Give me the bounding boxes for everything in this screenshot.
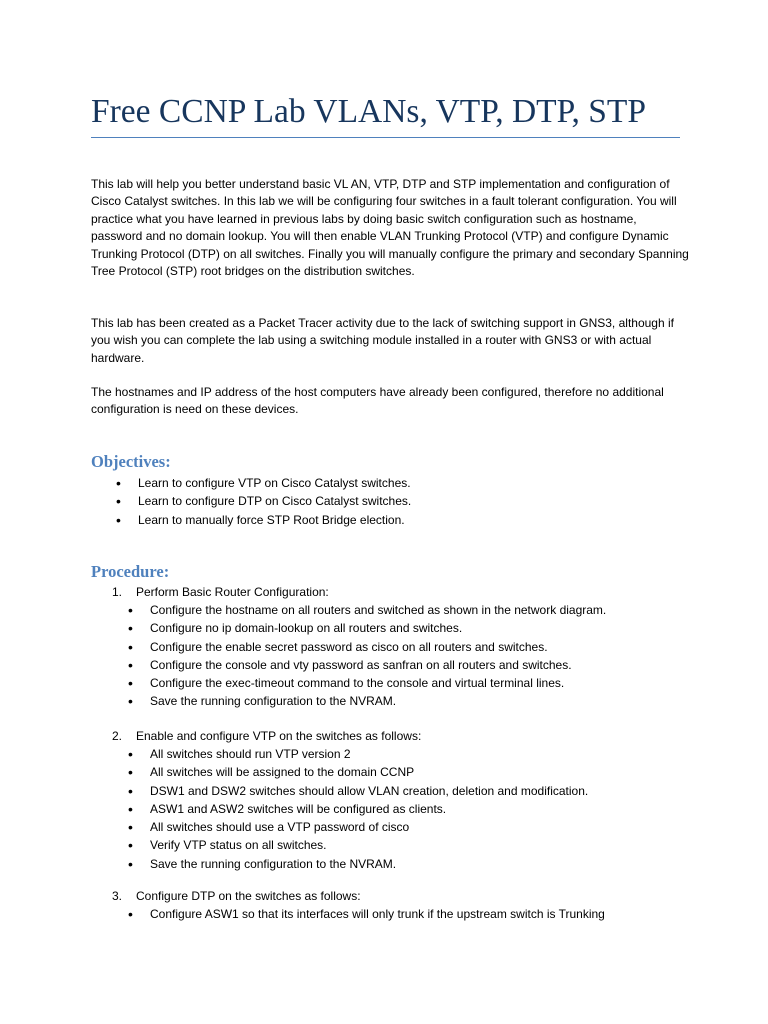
- objective-item: • Learn to configure DTP on Cisco Catalyst switches.: [116, 492, 411, 510]
- list-item: • Configure the enable secret password as cisco on all routers and switches.: [128, 638, 708, 656]
- list-item: • Verify VTP status on all switches.: [128, 836, 708, 854]
- procedure-step-1: [112, 583, 692, 711]
- step-number: 1.: [112, 585, 123, 599]
- step-items: [128, 905, 708, 923]
- step-title: Perform Basic Router Configuration:: [136, 585, 329, 599]
- list-item: • Save the running configuration to the NVRAM.: [128, 855, 708, 873]
- title-underline: [91, 137, 680, 138]
- step-number: 2.: [112, 729, 123, 743]
- procedure-step-2: [112, 727, 692, 873]
- list-item: • Configure the exec-timeout command to the console and virtual terminal lines.: [128, 674, 708, 692]
- hostnames-paragraph: The hostnames and IP address of the host computers have already been configured, therefore no additional configuration is need on these devices.: [91, 385, 664, 417]
- list-item: • Configure ASW1 so that its interfaces will only trunk if the upstream switch is Trunking: [128, 905, 708, 923]
- objective-item: • Learn to manually force STP Root Bridge election.: [116, 511, 411, 529]
- procedure-step-3: [112, 887, 692, 923]
- list-item: • All switches will be assigned to the domain CCNP: [128, 763, 708, 781]
- objectives-list: [116, 474, 411, 529]
- step-items: [128, 601, 708, 711]
- list-item: • All switches should run VTP version 2: [128, 745, 708, 763]
- packet-tracer-paragraph: This lab has been created as a Packet Tracer activity due to the lack of switching support in GNS3, although if you wish you can complete the lab using a switching module installed in a router with GNS3 or with actual hardware.: [91, 316, 674, 365]
- step-title: Enable and configure VTP on the switches as follows:: [136, 729, 422, 743]
- list-item: • DSW1 and DSW2 switches should allow VLAN creation, deletion and modification.: [128, 782, 708, 800]
- list-item: • Configure the hostname on all routers and switched as shown in the network diagram.: [128, 601, 708, 619]
- list-item: • Save the running configuration to the NVRAM.: [128, 692, 708, 710]
- list-item: • Configure no ip domain-lookup on all routers and switches.: [128, 619, 708, 637]
- objective-item: • Learn to configure VTP on Cisco Catalyst switches.: [116, 474, 411, 492]
- procedure-heading: Procedure:: [91, 562, 170, 581]
- intro-paragraph: This lab will help you better understand basic VL AN, VTP, DTP and STP implementation and configuration of Cisco Catalyst switches. In this lab we will be configuring four switches in a fault tolerant configuration. You will practice what you have learned in previous labs by doing basic switch configuration such as hostname, password and no domain lookup. You will then enable VLAN Trunking Protocol (VTP) and configure Dynamic Trunking Protocol (DTP) on all switches. Finally you will manually configure the primary and secondary Spanning Tree Protocol (STP) root bridges on the distribution switches.: [91, 177, 689, 279]
- step-items: [128, 745, 708, 873]
- list-item: • All switches should use a VTP password of cisco: [128, 818, 708, 836]
- objectives-heading: Objectives:: [91, 452, 171, 471]
- page-title: Free CCNP Lab VLANs, VTP, DTP, STP: [91, 93, 646, 130]
- list-item: • Configure the console and vty password as sanfran on all routers and switches.: [128, 656, 708, 674]
- list-item: • ASW1 and ASW2 switches will be configured as clients.: [128, 800, 708, 818]
- step-number: 3.: [112, 889, 123, 903]
- step-title: Configure DTP on the switches as follows:: [136, 889, 361, 903]
